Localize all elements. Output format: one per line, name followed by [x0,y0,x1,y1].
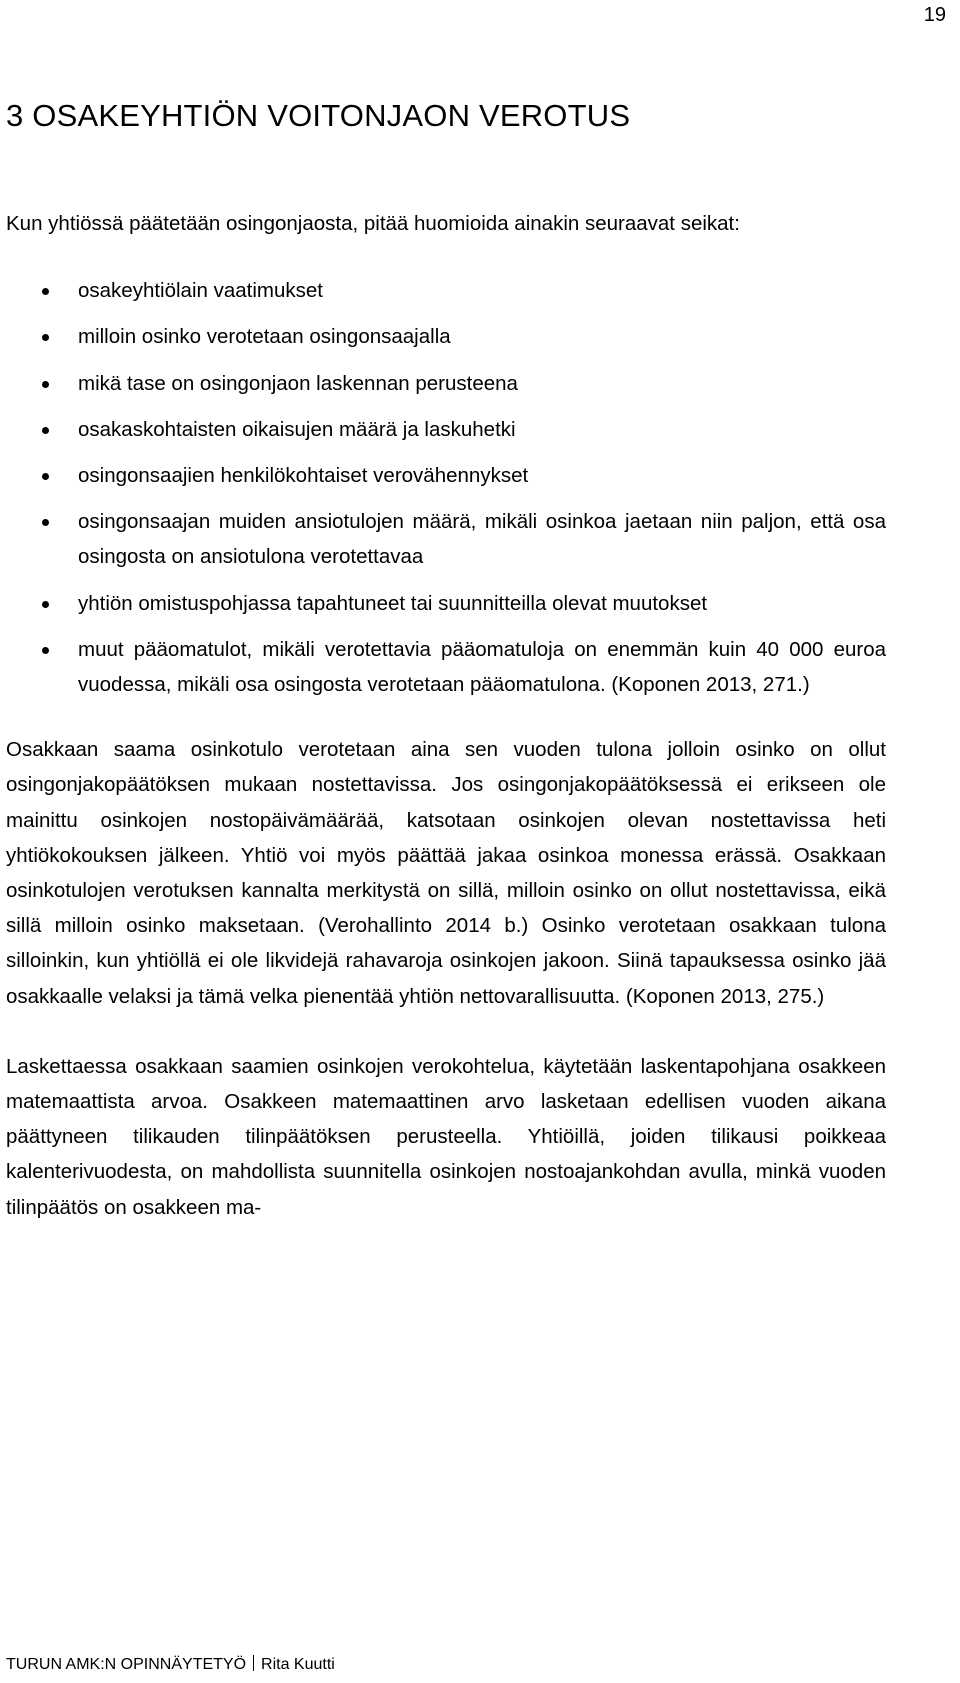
footer-separator [253,1655,254,1671]
list-item [6,458,886,493]
list-item-text: osakeyhtiölain vaatimukset [78,279,323,303]
bullet-icon [42,519,49,526]
list-item-text: muut pääomatulot, mikäli verotettavia pääomatuloja on enemmän kuin 40 000 euroa vuodessa, mikäli osa osingosta verotetaan pääomatulona. (Koponen 2013, 271.) [78,637,886,697]
bullet-icon [42,381,49,388]
bullet-icon [42,288,49,295]
list-item [6,632,886,702]
list-item [6,586,886,621]
list-item-text: yhtiön omistuspohjassa tapahtuneet tai suunnitteilla olevat muutokset [78,591,708,615]
list-item [6,273,886,308]
list-item [6,412,886,447]
list-item [6,319,886,354]
list-item-text: milloin osinko verotetaan osingonsaajalla [78,325,451,349]
footer-author: Rita Kuutti [261,1656,335,1673]
list-item-text: mikä tase on osingonjaon laskennan perusteena [78,371,518,395]
bullet-icon [42,601,49,608]
main-content [6,206,886,1260]
bullet-icon [42,427,49,434]
intro-paragraph: Kun yhtiössä päätetään osingonjaosta, pitää huomioida ainakin seuraavat seikat: [6,212,740,235]
body-paragraph-mathematical-value: Laskettaessa osakkaan saamien osinkojen verokohtelua, käytetään laskentapohjana osakkeen matemaattista arvoa. Osakkeen matemaattinen arvo lasketaan edellisen vuoden aikana päättyneen tilikauden tilinpäätöksen perusteella. Yhtiöillä, joiden tilikausi poikkeaa kalenterivuodesta, on mahdollista suunnitella osinkojen nostoajankohdan avulla, minkä vuoden tilinpäätös on osakkeen ma- [6,1054,886,1219]
list-item-text: osingonsaajien henkilökohtaiset verovähennykset [78,464,529,488]
list-item-text: osakaskohtaisten oikaisujen määrä ja laskuhetki [78,417,516,441]
bullet-icon [42,473,49,480]
bullet-icon [42,647,49,654]
list-item [6,366,886,401]
page-footer [6,1655,335,1674]
list-item-text: osingonsaajan muiden ansiotulojen määrä, mikäli osinkoa jaetaan niin paljon, että osa osingosta on ansiotulona verotettavaa [78,510,886,569]
footer-publication: TURUN AMK:N OPINNÄYTETYÖ [6,1656,247,1673]
chapter-title: 3 OSAKEYHTIÖN VOITONJAON VEROTUS [6,98,631,133]
bullet-list [6,273,886,702]
page-number: 19 [923,4,946,26]
bullet-icon [42,334,49,341]
body-paragraph-dividend-timing: Osakkaan saama osinkotulo verotetaan aina sen vuoden tulona jolloin osinko on ollut osingonjakopäätöksen mukaan nostettavissa. Jos osingonjakopäätöksessä ei erikseen ole mainittu osinkojen nostopäivämäärää, katsotaan osinkojen olevan nostettavissa heti yhtiökokouksen jälkeen. Yhtiö voi myös päättää jakaa osinkoa monessa erässä. Osakkaan osinkotulojen verotuksen kannalta merkitystä on sillä, milloin osinko on ollut nostettavissa, eikä sillä milloin osinko maksetaan. (Verohallinto 2014 b.) Osinko verotetaan osakkaan tulona silloinkin, kun yhtiöllä ei ole likvidejä rahavaroja osinkojen jakoon. Siinä tapauksessa osinko jää osakkaalle velaksi ja tämä velka pienentää yhtiön nettovarallisuutta. (Koponen 2013, 275.) [6,738,886,1008]
list-item [6,504,886,574]
